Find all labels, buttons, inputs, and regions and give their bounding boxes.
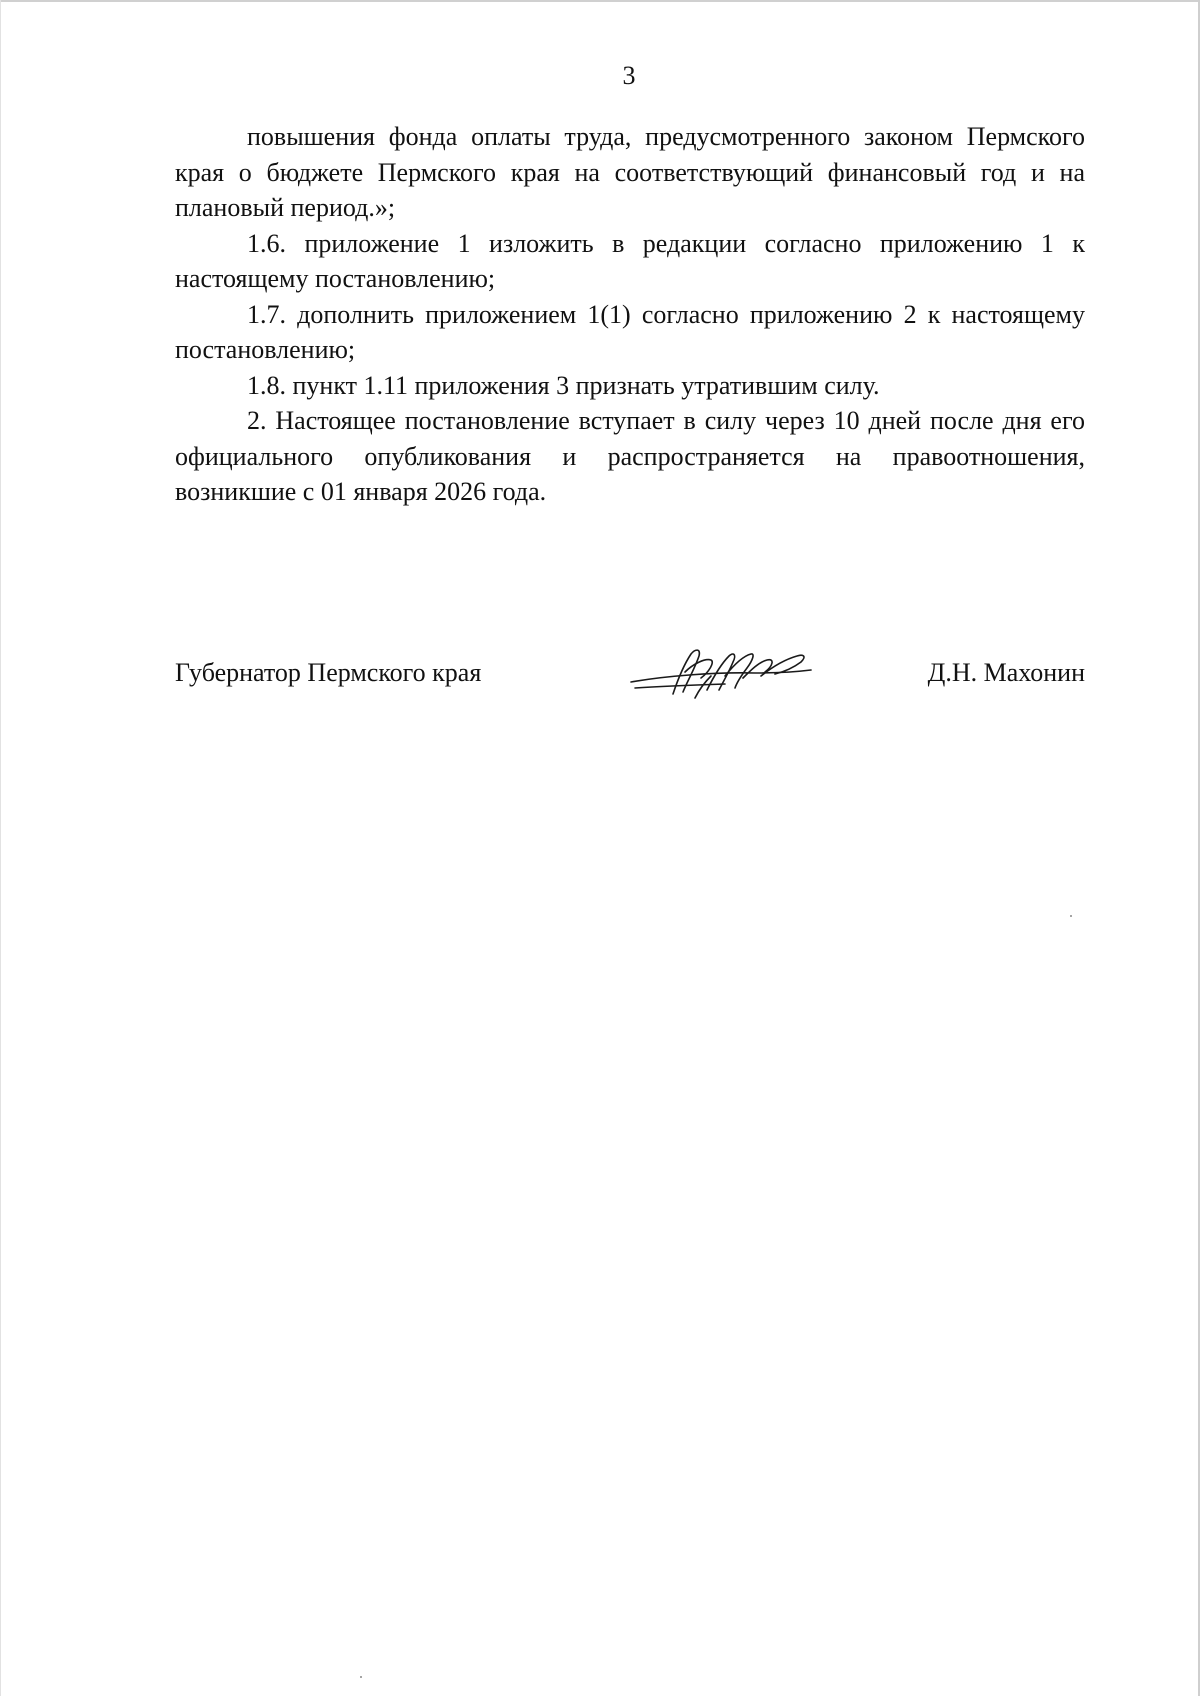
signature-block bbox=[175, 650, 1085, 700]
page-number: 3 bbox=[622, 61, 636, 90]
paragraph-item-2: 2. Настоящее постановление вступает в силу через 10 дней после дня его официального опубликования и распространяется на правоотношения, возникшие с 01 января 2026 года. bbox=[175, 406, 1085, 506]
handwritten-signature bbox=[625, 642, 815, 702]
paragraph-item-1-7: 1.7. дополнить приложением 1(1) согласно приложению 2 к настоящему постановлению; bbox=[175, 299, 1085, 364]
paragraph-item-1-6: 1.6. приложение 1 изложить в редакции согласно приложению 1 к настоящему постановлению; bbox=[175, 228, 1085, 293]
page-left-border bbox=[0, 0, 1, 1696]
document-body bbox=[175, 119, 1085, 510]
scan-speck bbox=[1070, 915, 1072, 917]
signatory-position: Губернатор Пермского края bbox=[175, 658, 482, 687]
signatory-name: Д.Н. Махонин bbox=[927, 658, 1085, 687]
scan-speck bbox=[360, 1676, 362, 1678]
paragraph-item-1-8: 1.8. пункт 1.11 приложения 3 признать утратившим силу. bbox=[247, 370, 880, 400]
page-top-border bbox=[0, 0, 1200, 2]
paragraph-continuation: повышения фонда оплаты труда, предусмотренного законом Пермского края о бюджете Пермского края на соответствующий финансовый год и на плановый период.»; bbox=[175, 122, 1085, 222]
